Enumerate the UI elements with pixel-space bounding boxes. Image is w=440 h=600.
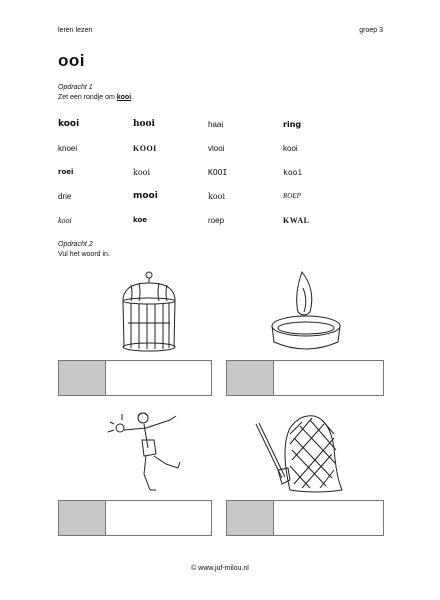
instruction-text: Zet een rondje om: [58, 94, 115, 101]
opdracht2-instruction: Vul het woord in.: [58, 251, 110, 258]
answer-box-gray: [227, 501, 274, 535]
instruction-keyword: kooi: [116, 94, 132, 101]
person-throwing-icon: [100, 404, 190, 496]
word-cell[interactable]: kooi: [58, 119, 80, 129]
word-cell[interactable]: KOOI: [208, 167, 228, 177]
word-row: [58, 112, 358, 136]
answer-box: [58, 500, 212, 536]
opdracht2-title: Opdracht 2: [58, 241, 93, 248]
word-row: [58, 136, 358, 160]
word-cell[interactable]: kooi: [208, 191, 226, 201]
answer-box: [226, 360, 384, 396]
word-cell[interactable]: KWAL: [283, 215, 310, 225]
net-icon: [250, 408, 350, 496]
opdracht1-title: Opdracht 1: [58, 84, 93, 91]
opdracht1-instruction: [58, 94, 133, 101]
word-cell[interactable]: roei: [58, 168, 74, 176]
word-row: [58, 184, 358, 208]
footer-copyright: © www.juf-milou.nl: [191, 565, 249, 572]
word-cell[interactable]: drie: [58, 191, 72, 201]
word-row: [58, 160, 358, 184]
word-cell[interactable]: haai: [208, 119, 224, 129]
answer-field[interactable]: [106, 361, 211, 395]
word-cell[interactable]: KOOI: [133, 143, 157, 153]
page-title: ooi: [58, 51, 85, 70]
word-cell[interactable]: kooi: [58, 215, 72, 225]
word-cell[interactable]: roep: [208, 215, 225, 225]
word-cell[interactable]: kooi: [283, 143, 298, 153]
birdcage-icon: [118, 271, 180, 355]
word-cell[interactable]: hooi: [133, 119, 155, 129]
word-grid: [58, 112, 358, 232]
header-grade: groep 3: [359, 27, 383, 34]
word-cell[interactable]: vlooi: [208, 143, 225, 153]
word-cell[interactable]: mooi: [133, 191, 158, 201]
word-row: [58, 208, 358, 232]
word-cell[interactable]: koe: [133, 216, 148, 224]
word-cell[interactable]: kooi: [283, 167, 303, 177]
answer-field[interactable]: [274, 501, 383, 535]
flame-in-dish-icon: [266, 268, 346, 354]
word-cell[interactable]: ring: [283, 119, 302, 129]
answer-box: [226, 500, 384, 536]
answer-box: [58, 360, 212, 396]
answer-field[interactable]: [274, 361, 383, 395]
answer-box-gray: [227, 361, 274, 395]
word-cell[interactable]: kooi: [133, 167, 151, 177]
word-cell[interactable]: ROEP: [283, 192, 301, 200]
answer-box-gray: [59, 361, 106, 395]
answer-field[interactable]: [106, 501, 211, 535]
header-subject: leren lezen: [58, 27, 93, 34]
word-cell[interactable]: knoei: [58, 143, 78, 153]
answer-box-gray: [59, 501, 106, 535]
instruction-period: .: [131, 94, 134, 101]
